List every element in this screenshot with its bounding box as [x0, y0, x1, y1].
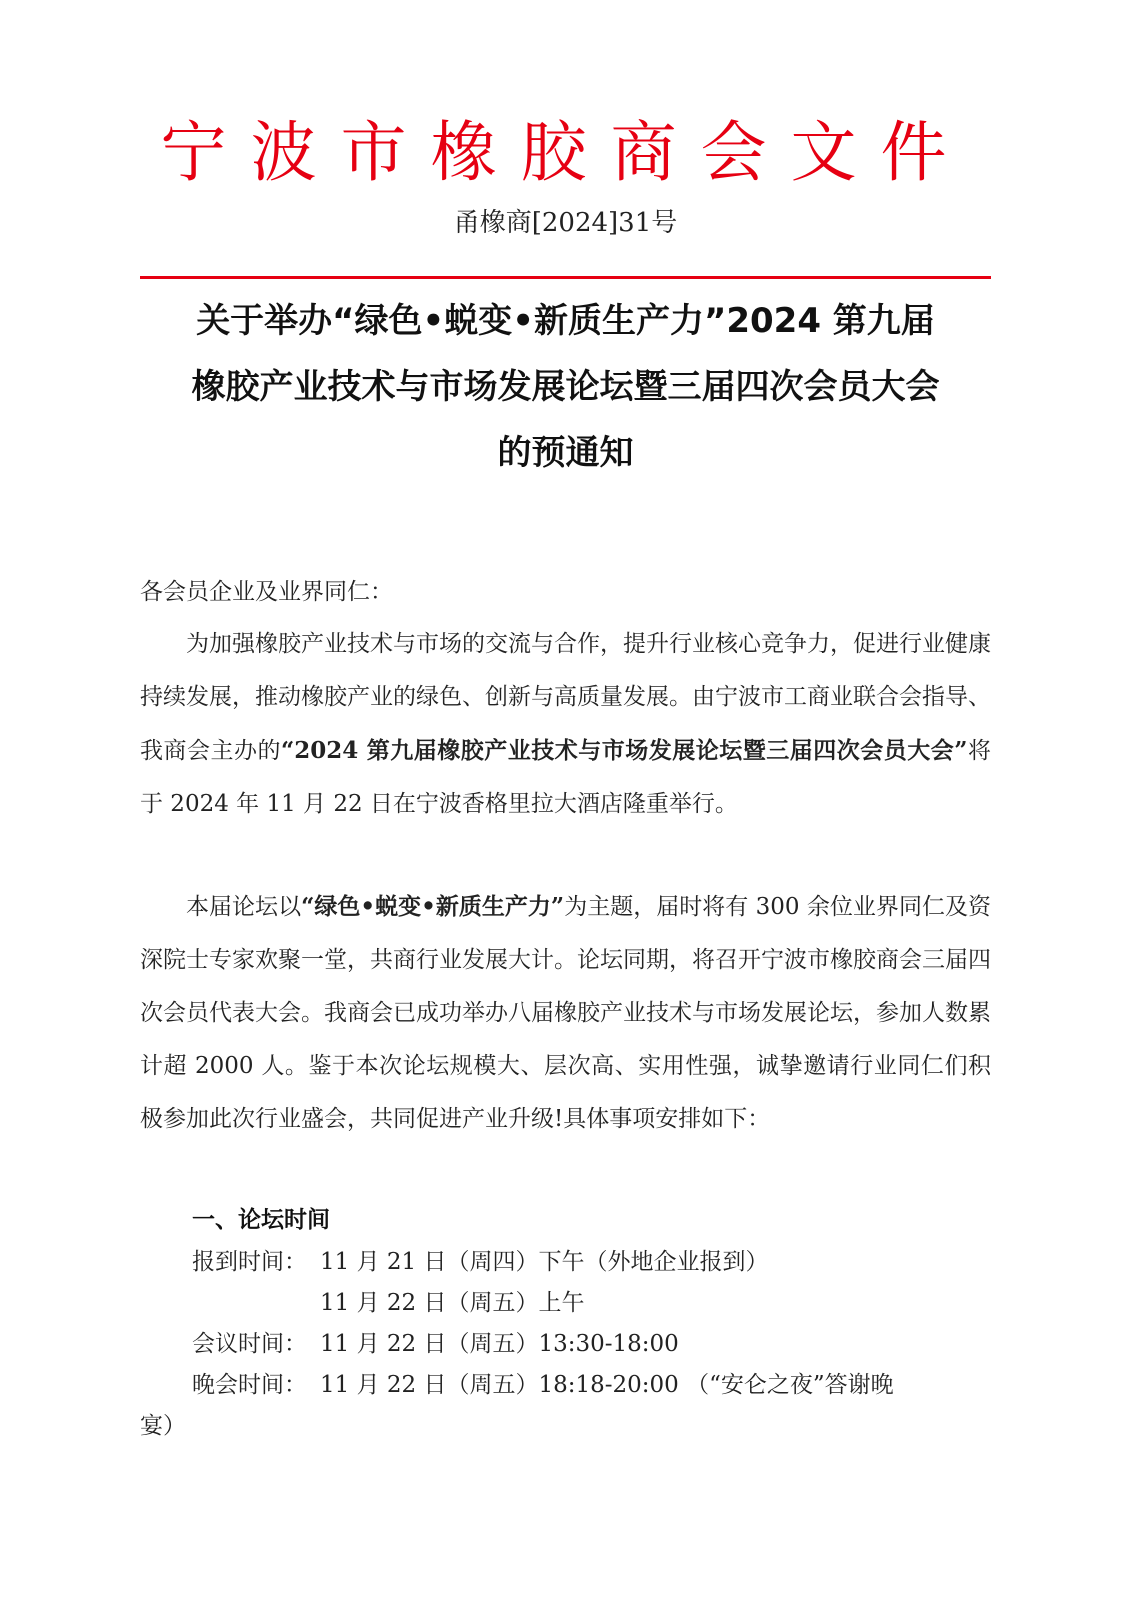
schedule-label: 报到时间： [192, 1249, 307, 1275]
schedule-label: 会议时间： [192, 1331, 307, 1357]
paragraph-intro [140, 618, 991, 831]
schedule-row-meeting [192, 1324, 679, 1364]
schedule-row-checkin-1 [192, 1242, 768, 1282]
salutation: 各会员企业及业界同仁： [140, 579, 393, 605]
notice-title-line-2: 橡胶产业技术与市场发展论坛暨三届四次会员大会 [191, 367, 940, 407]
schedule-value: 11 月 22 日（周五）13:30-18:00 [320, 1331, 679, 1357]
notice-title-line-3: 的预通知 [497, 433, 634, 473]
paragraph-intro-text-c: 将于 2024 年 11 月 22 日在宁波香格里拉大酒店隆重举行。 [140, 738, 992, 817]
theme-bold: “绿色•蜕变•新质生产力” [301, 893, 565, 920]
paragraph-intro-text-a: 为加强橡胶产业技术与市场的交流与合作，提升行业核心竞争力，促进行业健康持续发展，推动橡胶产业的绿色、创新与高质量发展。由宁波市工商业联合会指导、我商会主办的 [140, 631, 991, 764]
red-divider-line [140, 276, 991, 279]
schedule-row-checkin-2 [192, 1283, 584, 1323]
paragraph-theme [140, 880, 991, 1146]
section-heading-forum-time: 一、论坛时间 [192, 1206, 330, 1233]
schedule-row-evening-wrap: 宴） [140, 1413, 186, 1439]
notice-title-line-1: 关于举办“绿色•蜕变•新质生产力”2024 第九届 [196, 301, 935, 341]
schedule-row-evening [192, 1365, 894, 1405]
document-number: 甬橡商[2024]31号 [453, 208, 678, 238]
notice-title [110, 288, 1021, 486]
org-document-header: 宁波市橡胶商会文件 [160, 114, 971, 191]
schedule-value: 11 月 22 日（周五）18:18-20:00 （“安仑之夜”答谢晚 [320, 1372, 894, 1398]
schedule-value: 11 月 21 日（周四）下午（外地企业报到） [320, 1249, 769, 1275]
paragraph-theme-text-c: 为主题，届时将有 300 余位业界同仁及资深院士专家欢聚一堂，共商行业发展大计。论坛同期，将召开宁波市橡胶商会三届四次会员代表大会。我商会已成功举办八届橡胶产业技术与市场发展论坛，参加人数累计超 2000 人。鉴于本次论坛规模大、层次高、实用性强，诚挚邀请行业同仁们积极参加此次行业盛会，共同促进产业升级!具体事项安排如下： [140, 894, 991, 1132]
event-name-bold: “2024 第九届橡胶产业技术与市场发展论坛暨三届四次会员大会” [281, 737, 968, 764]
paragraph-theme-text-a: 本届论坛以 [186, 894, 302, 920]
schedule-value: 11 月 22 日（周五）上午 [320, 1290, 585, 1316]
schedule-label: 晚会时间： [192, 1372, 307, 1398]
